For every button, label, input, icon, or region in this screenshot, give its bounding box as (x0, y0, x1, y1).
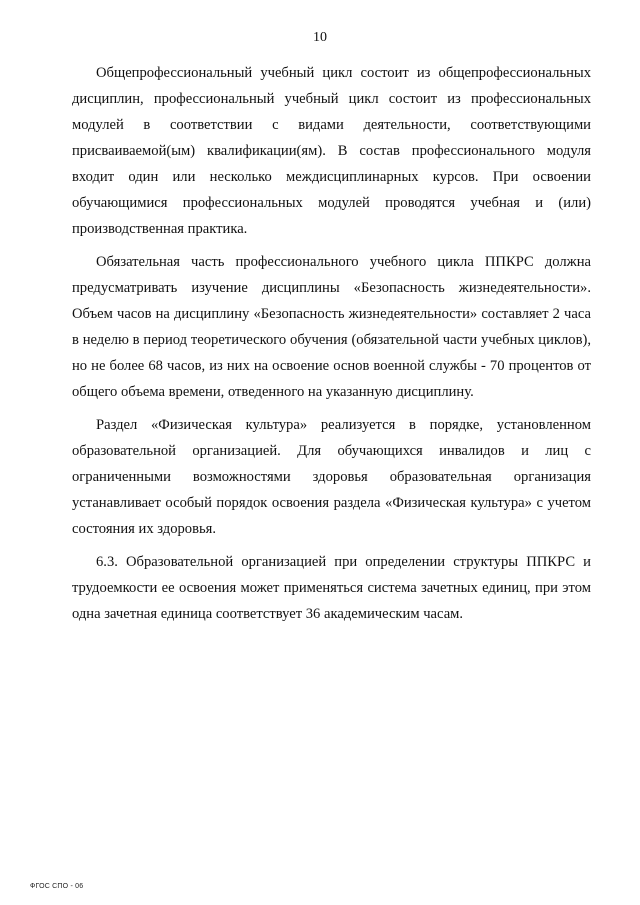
paragraph-life-safety: Обязательная часть профессионального учебного цикла ППКРС должна предусматривать изучение дисциплины «Безопасность жизнедеятельности». Объем часов на дисциплину «Безопасность жизнедеятельности» составляет 2 часа в неделю в период теоретического обучения (обязательной части учебных циклов), но не более 68 часов, из них на освоение основ военной службы - 70 процентов от общего объема времени, отведенного на указанную дисциплину. (72, 254, 591, 400)
paragraph-physical-culture: Раздел «Физическая культура» реализуется в порядке, установленном образовательной организацией. Для обучающихся инвалидов и лиц с ограниченными возможностями здоровья образовательная организация устанавливает особый порядок освоения раздела «Физическая культура» с учетом состояния их здоровья. (72, 417, 591, 537)
paragraph-credit-units: 6.3. Образовательной организацией при определении структуры ППКРС и трудоемкости ее освоения может применяться система зачетных единиц, при этом одна зачетная единица соответствует 36 академическим часам. (72, 554, 591, 622)
paragraph-professional-cycle: Общепрофессиональный учебный цикл состоит из общепрофессиональных дисциплин, профессиональный учебный цикл состоит из профессиональных модулей в соответствии с видами деятельности, соответствующими присваиваемой(ым) квалификации(ям). В состав профессионального модуля входит один или несколько междисциплинарных курсов. При освоении обучающимися профессиональных модулей проводятся учебная и (или) производственная практика. (72, 65, 591, 237)
document-body (72, 60, 591, 634)
page-number: 10 (313, 30, 327, 45)
footer-label: ФГОС СПО - 06 (30, 883, 84, 890)
